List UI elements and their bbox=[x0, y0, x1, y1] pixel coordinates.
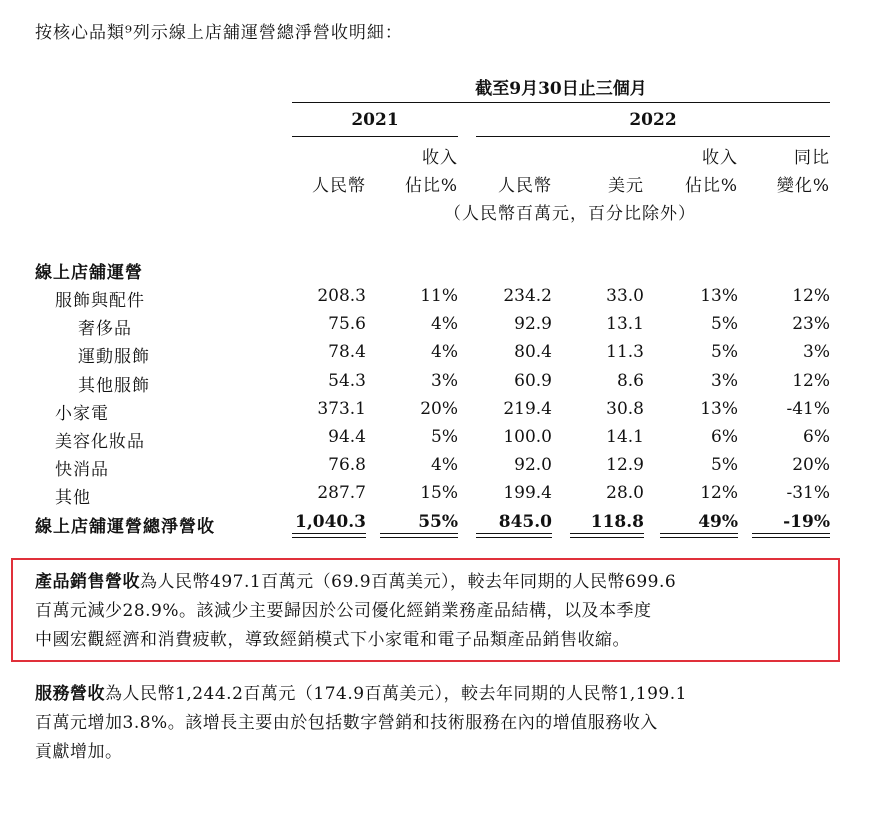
cell-yoy: 6% bbox=[803, 427, 830, 447]
cell-usd-2022: 118.8 bbox=[590, 511, 644, 532]
table-row bbox=[0, 483, 884, 511]
col-header-rmb-2022: 人民幣 bbox=[498, 176, 552, 196]
cell-rmb-2021: 54.3 bbox=[328, 370, 366, 391]
cell-yoy: 20% bbox=[792, 455, 830, 476]
col-header-yoy-line2: 變化% bbox=[776, 176, 830, 196]
service-revenue-paragraph bbox=[35, 680, 835, 767]
unit-note: （人民幣百萬元，百分比除外） bbox=[444, 204, 696, 224]
cell-pct-2021: 55% bbox=[418, 511, 458, 532]
cell-yoy: -41% bbox=[786, 398, 830, 419]
row-label: 快消品 bbox=[55, 460, 109, 481]
cell-usd-2022: 8.6 bbox=[616, 370, 644, 391]
table-row bbox=[0, 314, 884, 342]
table-row bbox=[0, 286, 884, 314]
row-label: 其他 bbox=[55, 488, 91, 509]
cell-usd-2022: 33.0 bbox=[606, 286, 644, 306]
cell-usd-2022: 14.1 bbox=[606, 427, 644, 447]
col-header-pct-2022-line1: 收入 bbox=[702, 148, 738, 168]
period-header: 截至9月30日止三個月 bbox=[475, 79, 647, 99]
col-header-usd-2022: 美元 bbox=[608, 176, 644, 196]
table-row bbox=[0, 371, 884, 399]
cell-pct-2021: 15% bbox=[420, 483, 458, 504]
cell-usd-2022: 11.3 bbox=[606, 342, 644, 363]
cell-rmb-2021: 287.7 bbox=[317, 483, 366, 504]
intro-text: 按核心品類⁹列示線上店舖運營總淨營收明細： bbox=[35, 23, 403, 43]
cell-pct-2022: 6% bbox=[711, 427, 738, 447]
cell-rmb-2021: 78.4 bbox=[328, 342, 366, 363]
cell-rmb-2022: 92.9 bbox=[514, 314, 552, 335]
cell-pct-2021: 4% bbox=[431, 342, 458, 363]
service-revenue-line2: 百萬元增加3.8%。該增長主要由於包括數字營銷和技術服務在內的增值服務收入 bbox=[35, 713, 658, 733]
cell-yoy: 23% bbox=[792, 314, 830, 335]
cell-pct-2021: 5% bbox=[431, 427, 458, 447]
cell-rmb-2022: 199.4 bbox=[503, 483, 552, 504]
total-underline bbox=[752, 533, 830, 538]
col-header-yoy-line1: 同比 bbox=[794, 148, 830, 168]
cell-pct-2022: 49% bbox=[698, 511, 738, 532]
row-label: 小家電 bbox=[55, 403, 109, 424]
cell-rmb-2022: 234.2 bbox=[503, 286, 552, 306]
cell-pct-2021: 11% bbox=[420, 286, 458, 306]
cell-rmb-2021: 1,040.3 bbox=[295, 511, 366, 532]
col-header-pct-2021-line2: 佔比% bbox=[404, 176, 458, 196]
col-header-rmb-2021: 人民幣 bbox=[312, 176, 366, 196]
row-label: 美容化妝品 bbox=[55, 432, 145, 452]
cell-yoy: 3% bbox=[803, 342, 830, 363]
cell-pct-2021: 4% bbox=[431, 455, 458, 476]
product-sales-term: 產品銷售營收 bbox=[35, 572, 140, 592]
cell-usd-2022: 12.9 bbox=[606, 455, 644, 476]
year-2022-rule bbox=[476, 136, 830, 137]
cell-rmb-2022: 80.4 bbox=[514, 342, 552, 363]
cell-pct-2022: 3% bbox=[711, 370, 738, 391]
cell-yoy: 12% bbox=[792, 286, 830, 306]
cell-rmb-2021: 76.8 bbox=[328, 455, 366, 476]
cell-rmb-2021: 373.1 bbox=[317, 398, 366, 419]
service-revenue-line3: 貢獻增加。 bbox=[35, 742, 123, 762]
cell-rmb-2022: 845.0 bbox=[498, 511, 552, 532]
cell-pct-2022: 5% bbox=[711, 342, 738, 363]
cell-usd-2022: 30.8 bbox=[606, 398, 644, 419]
product-sales-line1: 為人民幣497.1百萬元（69.9百萬美元），較去年同期的人民幣699.6 bbox=[140, 572, 677, 592]
year-2022: 2022 bbox=[629, 110, 677, 130]
section-title: 線上店舖運營 bbox=[35, 263, 143, 283]
cell-usd-2022: 13.1 bbox=[606, 314, 644, 335]
row-label: 奢侈品 bbox=[78, 319, 132, 340]
col-header-pct-2022-line2: 佔比% bbox=[684, 176, 738, 196]
table-row bbox=[0, 342, 884, 370]
cell-rmb-2021: 75.6 bbox=[328, 314, 366, 335]
row-label: 其他服飾 bbox=[78, 375, 150, 396]
product-sales-line2: 百萬元減少28.9%。該減少主要歸因於公司優化經銷業務產品結構，以及本季度 bbox=[35, 601, 652, 621]
cell-pct-2022: 12% bbox=[700, 483, 738, 504]
cell-rmb-2022: 100.0 bbox=[503, 427, 552, 447]
product-sales-line3: 中國宏觀經濟和消費疲軟，導致經銷模式下小家電和電子品類產品銷售收縮。 bbox=[35, 630, 630, 650]
total-underline bbox=[476, 533, 552, 538]
cell-pct-2022: 13% bbox=[700, 286, 738, 306]
cell-rmb-2022: 219.4 bbox=[503, 398, 552, 419]
total-underline bbox=[660, 533, 738, 538]
product-sales-paragraph bbox=[35, 568, 835, 655]
period-rule bbox=[292, 102, 830, 103]
year-2021-rule bbox=[292, 136, 458, 137]
cell-pct-2022: 5% bbox=[711, 455, 738, 476]
total-underline bbox=[380, 533, 458, 538]
year-2021: 2021 bbox=[351, 110, 399, 130]
cell-yoy: -19% bbox=[783, 511, 830, 532]
cell-yoy: -31% bbox=[786, 483, 830, 504]
cell-yoy: 12% bbox=[792, 370, 830, 391]
cell-pct-2021: 20% bbox=[420, 398, 458, 419]
total-underline bbox=[570, 533, 644, 538]
total-underline bbox=[292, 533, 366, 538]
cell-rmb-2021: 208.3 bbox=[317, 286, 366, 306]
service-revenue-line1: 為人民幣1,244.2百萬元（174.9百萬美元），較去年同期的人民幣1,199.1 bbox=[105, 684, 687, 704]
col-header-pct-2021-line1: 收入 bbox=[422, 148, 458, 168]
row-label: 服飾與配件 bbox=[55, 291, 145, 311]
cell-pct-2021: 3% bbox=[431, 370, 458, 391]
row-label: 運動服飾 bbox=[78, 347, 150, 368]
cell-rmb-2022: 60.9 bbox=[514, 370, 552, 391]
cell-pct-2021: 4% bbox=[431, 314, 458, 335]
row-label: 線上店舖運營總淨營收 bbox=[35, 516, 215, 537]
table-row bbox=[0, 399, 884, 427]
cell-usd-2022: 28.0 bbox=[606, 483, 644, 504]
cell-rmb-2021: 94.4 bbox=[328, 427, 366, 447]
service-revenue-term: 服務營收 bbox=[35, 684, 105, 704]
cell-rmb-2022: 92.0 bbox=[514, 455, 552, 476]
cell-pct-2022: 5% bbox=[711, 314, 738, 335]
table-row bbox=[0, 455, 884, 483]
cell-pct-2022: 13% bbox=[700, 398, 738, 419]
table-row bbox=[0, 427, 884, 455]
